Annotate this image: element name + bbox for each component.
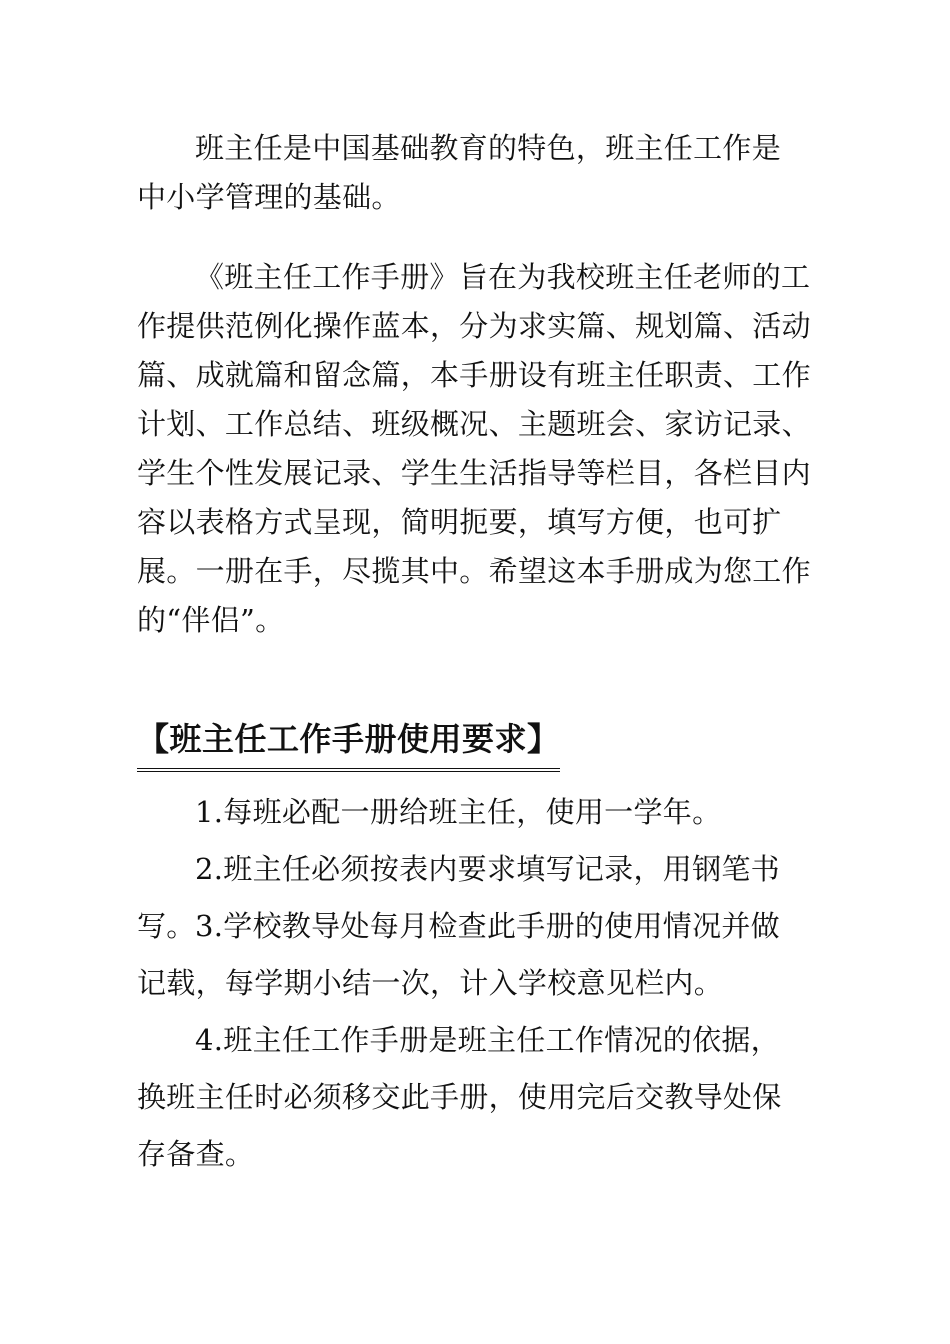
requirement-item-3: 3.学校教导处每月检查此手册的使用情况并做记载，每学期小结一次，计入学校意见栏内。	[137, 909, 780, 1000]
requirement-item-4: 4.班主任工作手册是班主任工作情况的依据，换班主任时必须移交此手册，使用完后交教导处保存备查。	[137, 1023, 782, 1171]
requirement-item-1: 1.每班必配一册给班主任，使用一学年。	[195, 795, 722, 829]
requirement-item-2: 2.班主任必须按表内要求填写记录，用钢笔书写。	[137, 852, 780, 943]
section-heading: 【班主任工作手册使用要求】	[137, 712, 560, 772]
intro-paragraph-1: 班主任是中国基础教育的特色，班主任工作是中小学管理的基础。	[137, 131, 782, 214]
intro-paragraph-2: 《班主任工作手册》旨在为我校班主任老师的工作提供范例化操作蓝本，分为求实篇、规划篇、活动篇、成就篇和留念篇，本手册设有班主任职责、工作计划、工作总结、班级概况、主题班会、家访记录、学生个性发展记录、学生生活指导等栏目，各栏目内容以表格方式呈现，简明扼要，填写方便，也可扩展。一册在手，尽揽其中。希望这本手册成为您工作的“伴侣”。	[137, 260, 811, 637]
